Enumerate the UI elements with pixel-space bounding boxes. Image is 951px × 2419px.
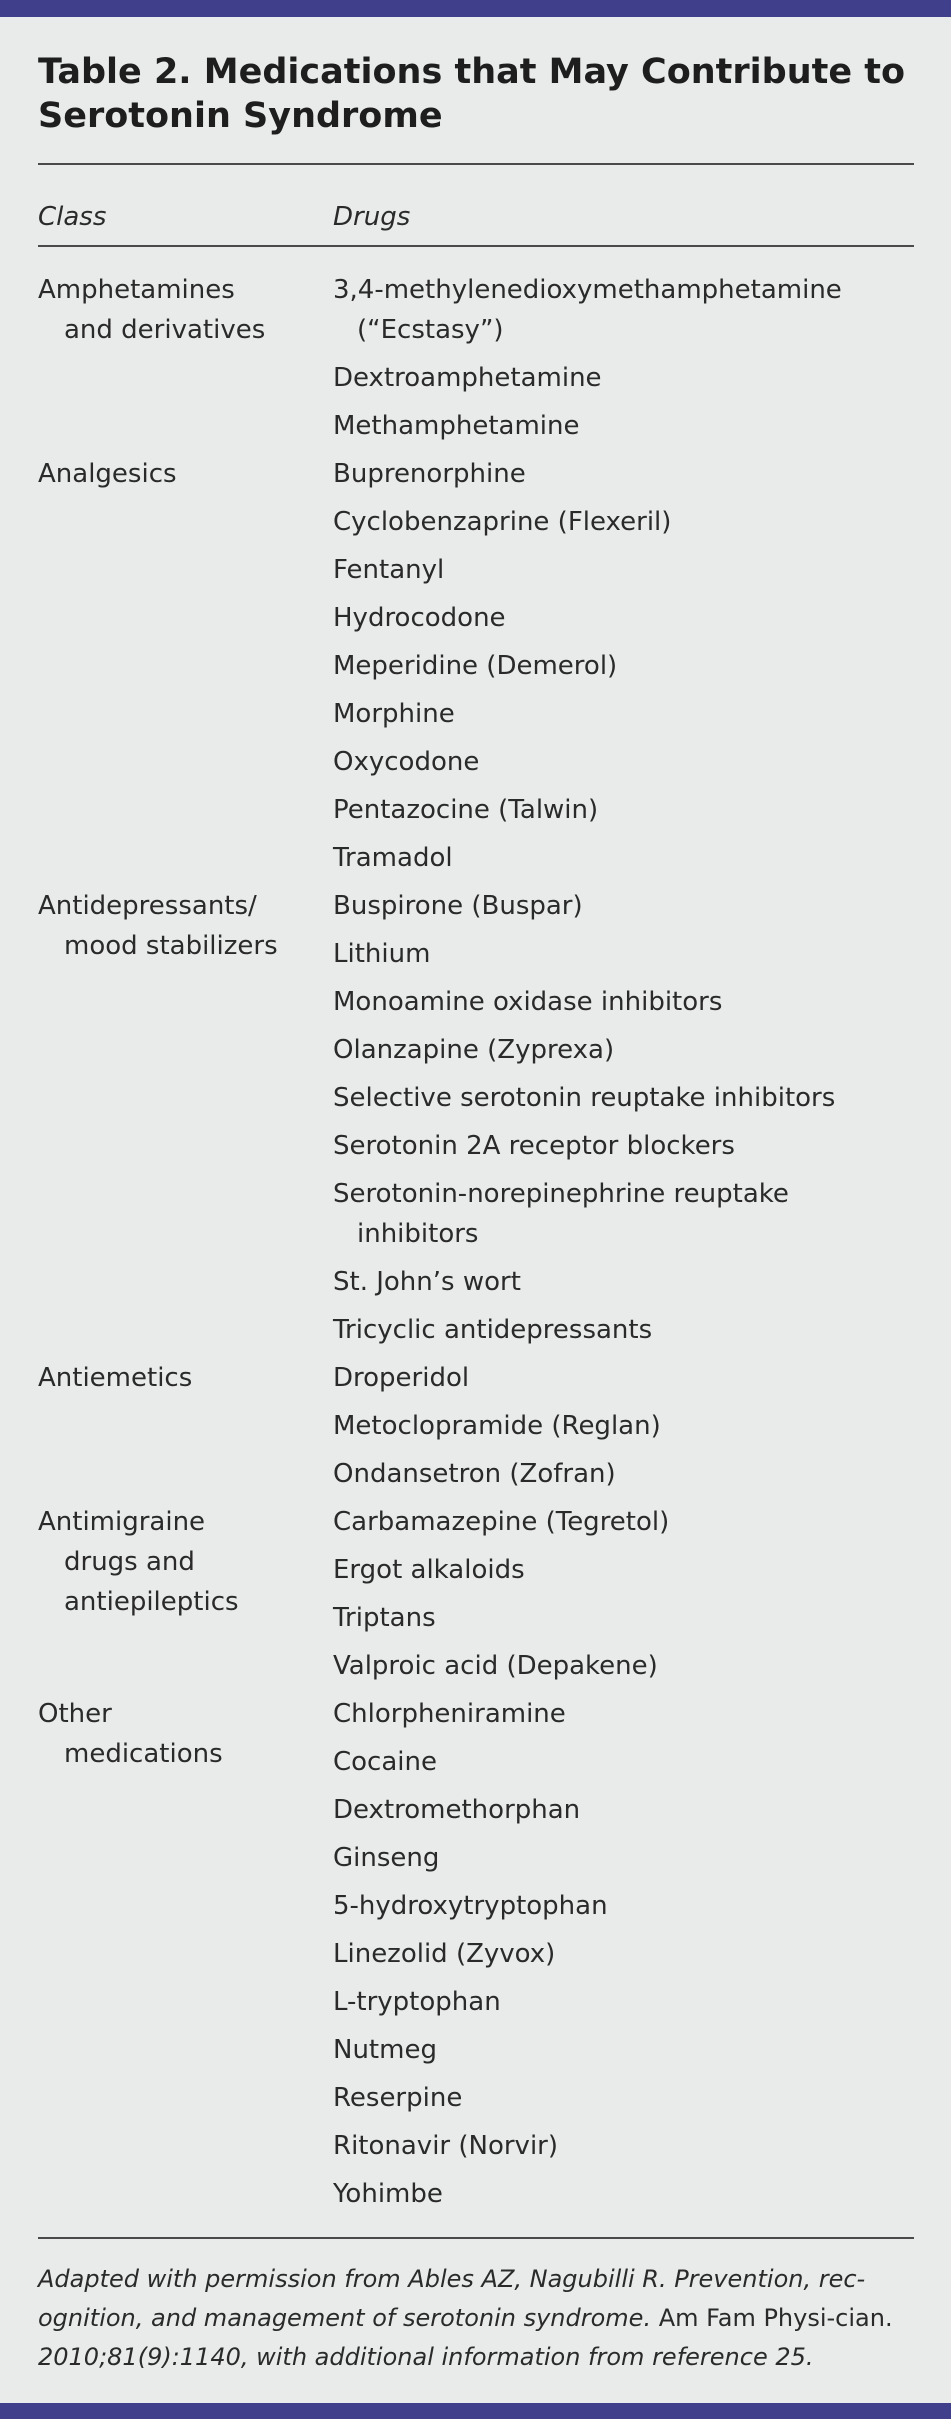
drug-name-line: Linezolid (Zyvox) (333, 1939, 556, 1969)
drug-item (333, 1174, 918, 1254)
drug-name-line: Hydrocodone (333, 603, 506, 633)
drug-name-line: Oxycodone (333, 747, 480, 777)
drug-name-line: Olanzapine (Zyprexa) (333, 1035, 615, 1065)
drug-item (333, 1454, 918, 1494)
class-name-line: Antiemetics (38, 1363, 193, 1393)
drug-item (333, 454, 918, 494)
drug-item (333, 646, 918, 686)
drug-list (333, 886, 918, 1358)
drug-name-line: Ritonavir (Norvir) (333, 2131, 558, 2161)
drug-name-line: inhibitors (357, 1219, 479, 1249)
drug-name-line: Ondansetron (Zofran) (333, 1459, 616, 1489)
drug-name-line: Morphine (333, 699, 455, 729)
class-name (38, 1694, 333, 2222)
drug-item (333, 790, 918, 830)
drug-name-line: Buprenorphine (333, 459, 526, 489)
drug-item (333, 1502, 918, 1542)
drug-name-line: Tramadol (333, 843, 453, 873)
drug-item (333, 886, 918, 926)
drug-name-line: Dextroamphetamine (333, 363, 602, 393)
drug-name-line: Lithium (333, 939, 431, 969)
medication-class-group (38, 454, 918, 886)
drug-item (333, 358, 918, 398)
drug-item (333, 2126, 918, 2166)
class-name (38, 1358, 333, 1502)
drug-name-line: 3,4-methylenedioxymethamphetamine (333, 275, 842, 305)
drug-list (333, 1694, 918, 2222)
class-name (38, 270, 333, 454)
drug-name-line: Serotonin 2A receptor blockers (333, 1131, 735, 1161)
class-name-line: medications (64, 1739, 223, 1769)
table-title-line-1: Table 2. Medications that May Contribute to (38, 52, 906, 92)
footer-rule (38, 2237, 914, 2239)
drug-name-line: Monoamine oxidase inhibitors (333, 987, 723, 1017)
drug-item (333, 598, 918, 638)
drug-name-line: Pentazocine (Talwin) (333, 795, 599, 825)
drug-list (333, 270, 918, 454)
footnote-journal: Am Fam Physi-cian. (658, 2304, 893, 2332)
footnote-details: 2010;81(9):1140, with additional information from reference 25. (38, 2343, 814, 2371)
class-name (38, 454, 333, 886)
drug-item (333, 1886, 918, 1926)
class-name (38, 1502, 333, 1694)
drug-item (333, 694, 918, 734)
class-name-line: and derivatives (64, 315, 266, 345)
footnote-citation: Adapted with permission from Ables AZ, Nagubilli R. Prevention, rec-ognition, and management of serotonin syndrome. (38, 2265, 866, 2332)
class-name-line: Antimigraine (38, 1507, 206, 1537)
bottom-accent-bar (0, 2403, 951, 2419)
drug-item (333, 1982, 918, 2022)
drug-name-line: Tricyclic antidepressants (333, 1315, 653, 1345)
drug-name-line: Reserpine (333, 2083, 463, 2113)
medication-groups (38, 270, 918, 2222)
class-name-line: mood stabilizers (64, 931, 278, 961)
drug-name-line: Cocaine (333, 1747, 437, 1777)
drug-name-line: Chlorpheniramine (333, 1699, 566, 1729)
drug-name-line: Triptans (333, 1603, 436, 1633)
drug-name-line: Buspirone (Buspar) (333, 891, 583, 921)
drug-name-line: L-tryptophan (333, 1987, 501, 2017)
drug-list (333, 454, 918, 886)
drug-item (333, 1406, 918, 1446)
drug-name-line: 5-hydroxytryptophan (333, 1891, 608, 1921)
table-title-line-2: Serotonin Syndrome (38, 96, 443, 136)
drug-name-line: Meperidine (Demerol) (333, 651, 618, 681)
drug-name-line: Cyclobenzaprine (Flexeril) (333, 507, 672, 537)
drug-item (333, 934, 918, 974)
drug-item (333, 2078, 918, 2118)
drug-item (333, 1358, 918, 1398)
medication-class-group (38, 270, 918, 454)
drug-item (333, 1310, 918, 1350)
drug-item (333, 1030, 918, 1070)
drug-name-line: St. John’s wort (333, 1267, 521, 1297)
column-header-class: Class (38, 202, 107, 232)
drug-name-line: Yohimbe (333, 2179, 443, 2209)
drug-name-line: Ginseng (333, 1843, 440, 1873)
header-rule (38, 245, 914, 247)
drug-item (333, 1262, 918, 1302)
drug-item (333, 742, 918, 782)
drug-item (333, 982, 918, 1022)
drug-item (333, 2030, 918, 2070)
column-header-drugs: Drugs (333, 202, 411, 232)
drug-list (333, 1502, 918, 1694)
medication-class-group (38, 886, 918, 1358)
class-name-line: drugs and (64, 1547, 195, 1577)
drug-name-line: Ergot alkaloids (333, 1555, 525, 1585)
drug-item (333, 502, 918, 542)
class-name-line: Amphetamines (38, 275, 235, 305)
class-name-line: Other (38, 1699, 112, 1729)
medication-class-group (38, 1694, 918, 2222)
class-name (38, 886, 333, 1358)
drug-name-line: (“Ecstasy”) (357, 315, 504, 345)
drug-item (333, 1126, 918, 1166)
table-title (38, 50, 918, 138)
drug-name-line: Metoclopramide (Reglan) (333, 1411, 661, 1441)
drug-name-line: Methamphetamine (333, 411, 580, 441)
drug-item (333, 838, 918, 878)
drug-item (333, 2174, 918, 2214)
drug-item (333, 1934, 918, 1974)
class-name-line: Antidepressants/ (38, 891, 257, 921)
drug-name-line: Fentanyl (333, 555, 445, 585)
drug-item (333, 1742, 918, 1782)
drug-item (333, 270, 918, 350)
title-rule (38, 163, 914, 165)
drug-item (333, 1646, 918, 1686)
medication-class-group (38, 1358, 918, 1502)
table-footnote (38, 2260, 918, 2377)
drug-item (333, 406, 918, 446)
drug-name-line: Serotonin-norepinephrine reuptake (333, 1179, 789, 1209)
medication-class-group (38, 1502, 918, 1694)
drug-name-line: Dextromethorphan (333, 1795, 581, 1825)
drug-item (333, 1790, 918, 1830)
drug-name-line: Nutmeg (333, 2035, 437, 2065)
drug-name-line: Droperidol (333, 1363, 470, 1393)
class-name-line: antiepileptics (64, 1587, 239, 1617)
drug-item (333, 1078, 918, 1118)
drug-name-line: Carbamazepine (Tegretol) (333, 1507, 670, 1537)
drug-list (333, 1358, 918, 1502)
drug-item (333, 1694, 918, 1734)
top-accent-bar (0, 0, 951, 17)
drug-item (333, 1598, 918, 1638)
class-name-line: Analgesics (38, 459, 177, 489)
drug-item (333, 550, 918, 590)
drug-item (333, 1550, 918, 1590)
drug-name-line: Selective serotonin reuptake inhibitors (333, 1083, 836, 1113)
drug-item (333, 1838, 918, 1878)
drug-name-line: Valproic acid (Depakene) (333, 1651, 658, 1681)
